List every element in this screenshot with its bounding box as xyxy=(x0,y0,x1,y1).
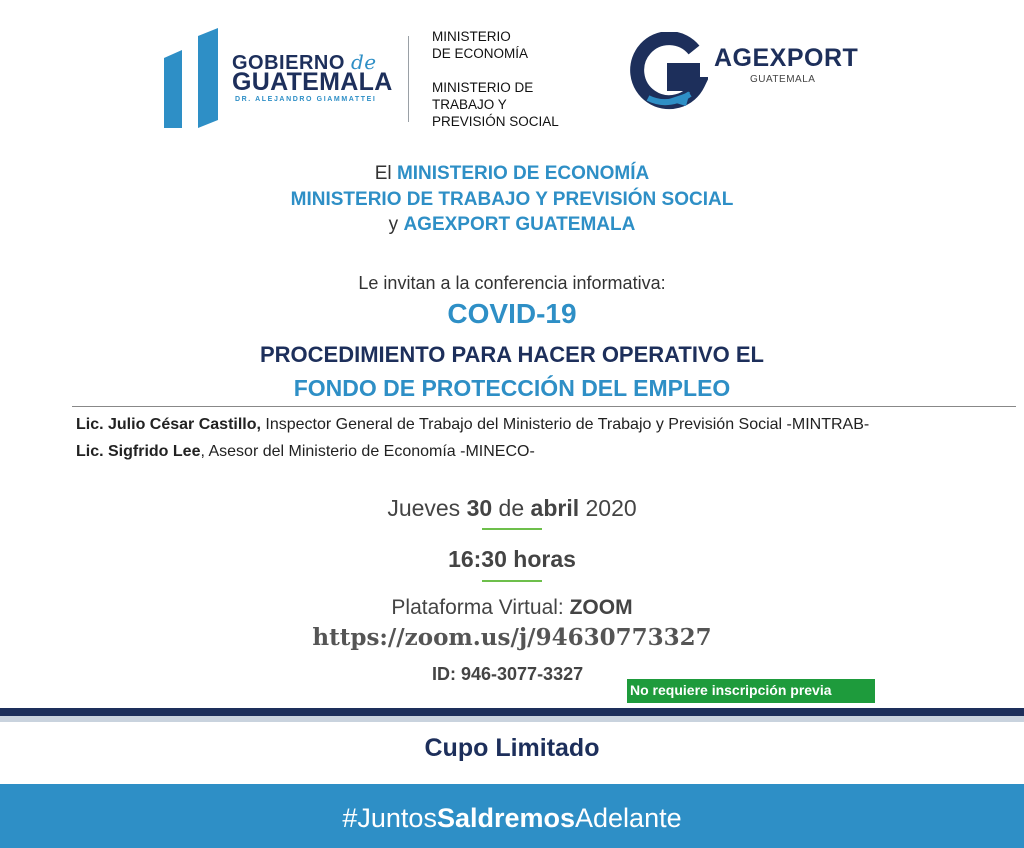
event-platform: Plataforma Virtual: ZOOM xyxy=(391,596,633,619)
mintrab-label: MINISTERIO DE TRABAJO Y PREVISIÓN SOCIAL xyxy=(432,80,559,129)
agexport-logo-subtitle: GUATEMALA xyxy=(750,74,816,85)
speaker-1: Lic. Julio César Castillo, Inspector General de Trabajo del Ministerio de Trabajo y Previsión Social -MINTRAB- xyxy=(76,416,870,433)
invite-text: Le invitan a la conferencia informativa: xyxy=(358,273,666,293)
time-underline xyxy=(482,580,542,582)
separator-line xyxy=(72,406,1016,407)
zoom-link[interactable]: https://zoom.us/j/94630773327 xyxy=(312,624,712,651)
limited-capacity-text: Cupo Limitado xyxy=(424,734,600,762)
footer-band-dark xyxy=(0,708,1024,716)
event-date: Jueves 30 de abril 2020 xyxy=(387,495,637,521)
logo-divider xyxy=(408,36,409,122)
organizer-line-1: El MINISTERIO DE ECONOMÍA xyxy=(374,163,650,184)
organizer-line-3: y AGEXPORT GUATEMALA xyxy=(388,214,636,235)
mineco-label: MINISTERIO DE ECONOMÍA xyxy=(432,29,529,61)
event-title-line-1: PROCEDIMIENTO PARA HACER OPERATIVO EL xyxy=(259,342,764,367)
footer-band-light xyxy=(0,716,1024,722)
gobierno-logo-subtitle: DR. ALEJANDRO GIAMMATTEI xyxy=(235,96,377,103)
organizer-line-2: MINISTERIO DE TRABAJO Y PREVISIÓN SOCIAL xyxy=(290,189,734,210)
gobierno-logo-text: GOBIERNO de xyxy=(232,50,377,74)
event-title-line-2: FONDO DE PROTECCIÓN DEL EMPLEO xyxy=(293,375,731,401)
gobierno-logo-country: GUATEMALA xyxy=(232,68,393,96)
agexport-logo-text: AGEXPORT xyxy=(714,44,859,72)
meeting-id: ID: 946-3077-3327 xyxy=(432,664,584,684)
speaker-2: Lic. Sigfrido Lee, Asesor del Ministerio de Economía -MINECO- xyxy=(76,443,535,460)
date-underline xyxy=(482,528,542,530)
gobierno-logo-icon xyxy=(164,28,224,130)
event-time: 16:30 horas xyxy=(448,546,576,572)
agexport-logo-icon xyxy=(628,32,708,110)
hashtag-text: #JuntosSaldremosAdelante xyxy=(342,803,682,833)
no-registration-badge: No requiere inscripción previa xyxy=(627,679,875,703)
event-covid-title: COVID-19 xyxy=(447,298,577,329)
